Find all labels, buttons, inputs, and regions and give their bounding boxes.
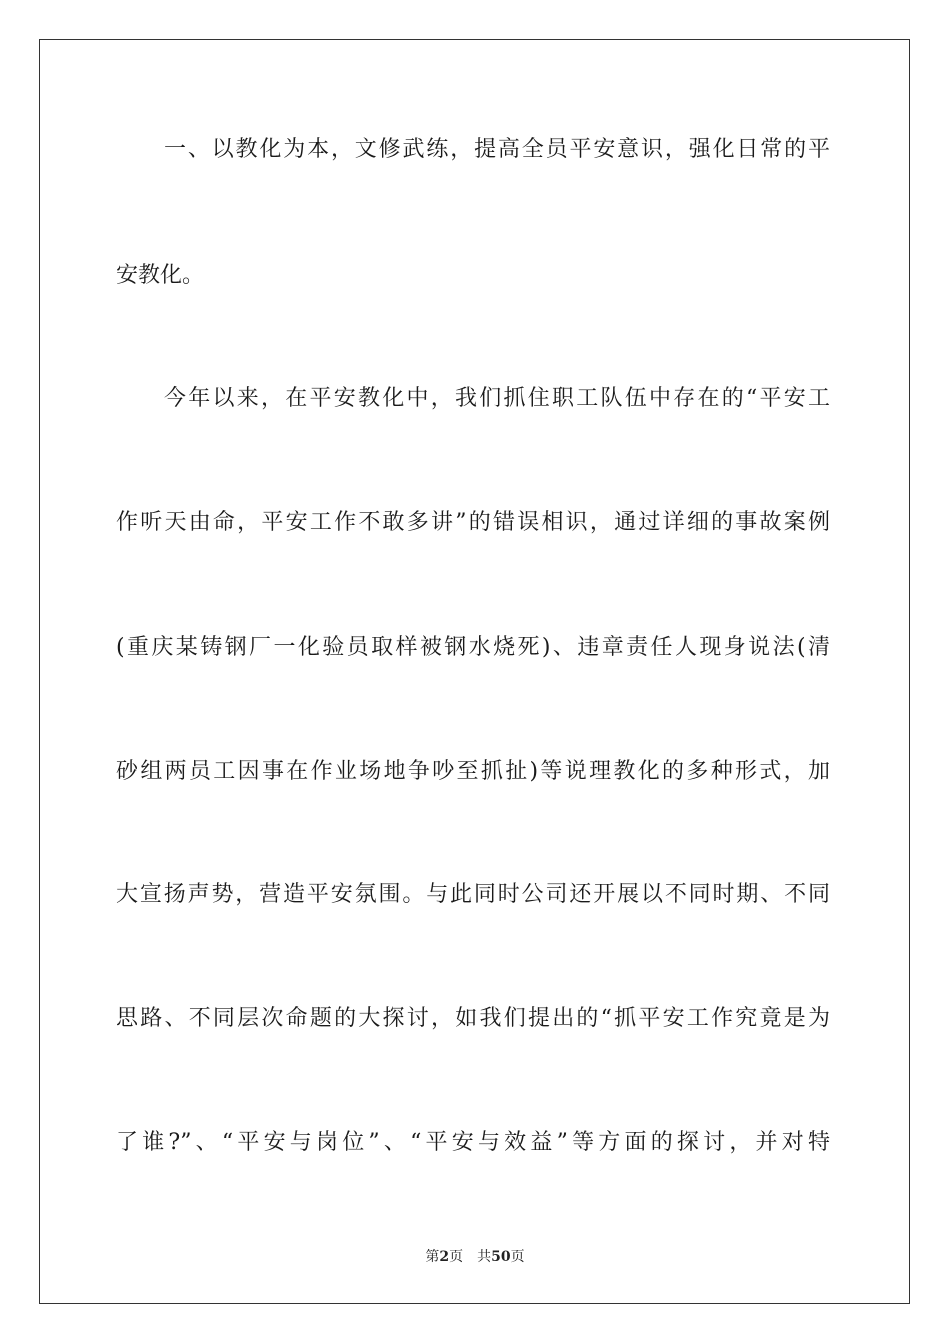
page-prefix: 第 <box>425 1249 440 1265</box>
page-number: 2 <box>439 1249 450 1265</box>
paragraph-2-line-1: 今年以来，在平安教化中，我们抓住职工队伍中存在的“平安工 <box>164 386 830 411</box>
page-footer <box>0 1248 950 1266</box>
paragraph-2-line-3: (重庆某铸钢厂一化验员取样被钢水烧死)、违章责任人现身说法(清 <box>116 635 830 660</box>
paragraph-2-line-6: 思路、不同层次命题的大探讨，如我们提出的“抓平安工作究竟是为 <box>116 1006 830 1031</box>
paragraph-1-line-1: 一、以教化为本，文修武练，提高全员平安意识，强化日常的平 <box>164 137 830 162</box>
paragraph-2-line-2: 作听天由命，平安工作不敢多讲”的错误相识，通过详细的事故案例 <box>116 510 830 535</box>
paragraph-2-line-7: 了谁?”、“平安与岗位”、“平安与效益”等方面的探讨，并对特 <box>116 1130 830 1155</box>
paragraph-2-line-5: 大宣扬声势，营造平安氛围。与此同时公司还开展以不同时期、不同 <box>116 882 830 907</box>
page-suffix: 页 <box>449 1249 464 1265</box>
total-suffix: 页 <box>510 1249 525 1265</box>
paragraph-1-line-2: 安教化。 <box>116 263 205 288</box>
total-prefix: 共 <box>477 1249 492 1265</box>
total-pages: 50 <box>491 1249 511 1265</box>
page-border <box>39 39 910 1304</box>
paragraph-2-line-4: 砂组两员工因事在作业场地争吵至抓扯)等说理教化的多种形式，加 <box>116 759 830 784</box>
